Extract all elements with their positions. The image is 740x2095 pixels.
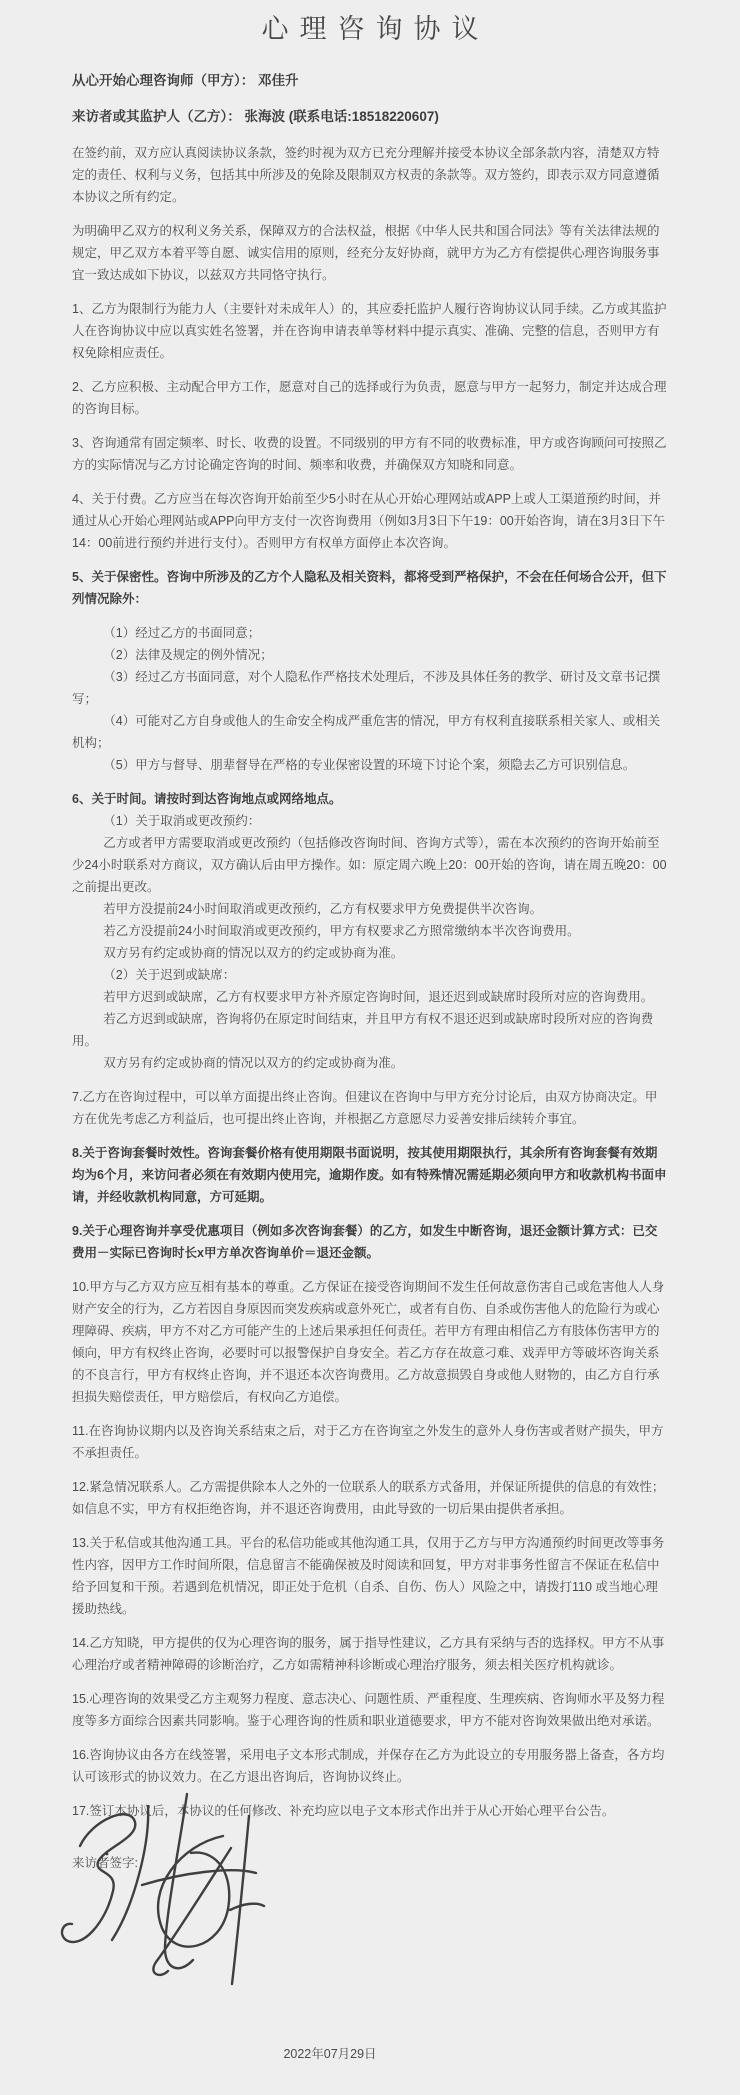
signature-area (50, 1788, 280, 2003)
clause-15: 15.心理咨询的效果受乙方主观努力程度、意志决心、问题性质、严重程度、生理疾病、咨询师水平及努力程度等多方面综合因素共同影响。鉴于心理咨询的性质和职业道德要求，甲方不能对咨询效果做出绝对承诺。 (72, 1692, 665, 1728)
clause-5-item-3: （3）经过乙方书面同意，对个人隐私作严格技术处理后，不涉及具体任务的教学、研讨及文章书记撰写； (72, 670, 661, 706)
clause-6-2-line-2: 若乙方迟到或缺席，咨询将仍在原定时间结束，并且甲方有权不退还迟到或缺席时段所对应的咨询费用。 (72, 1012, 654, 1048)
clause-6-2-line-1: 若甲方迟到或缺席，乙方有权要求甲方补齐原定咨询时间，退还迟到或缺席时段所对应的咨询费用。 (103, 990, 654, 1004)
page-title: 心理咨询协议 (261, 14, 490, 44)
clause-6-2-line-3: 双方另有约定或协商的情况以双方的约定或协商为准。 (103, 1056, 404, 1070)
preamble-1: 在签约前，双方应认真阅读协议条款，签约时视为双方已充分理解并接受本协议全部条款内容，清楚双方特定的责任、权利与义务，包括其中所涉及的免除及限制双方权责的条款等。双方签约，即表示双方同意遵循本协议之所有约定。 (72, 146, 660, 204)
clause-5: 5、关于保密性。咨询中所涉及的乙方个人隐私及相关资料，都将受到严格保护，不会在任何场合公开，但下列情况除外： (72, 570, 667, 606)
clause-8: 8.关于咨询套餐时效性。咨询套餐价格有使用期限书面说明，按其使用期限执行，其余所有咨询套餐有效期均为6个月，来访问者必须在有效期内使用完，逾期作废。如有特殊情况需延期必须向甲方和收款机构书面申请，并经收款机构同意，方可延期。 (72, 1146, 667, 1204)
clause-6-1-line-4: 双方另有约定或协商的情况以双方的约定或协商为准。 (103, 946, 404, 960)
clause-6-1-title: （1）关于取消或更改预约： (103, 814, 261, 828)
clause-5-item-5: （5）甲方与督导、朋辈督导在严格的专业保密设置的环境下讨论个案，须隐去乙方可识别信息。 (103, 758, 636, 772)
clause-14: 14.乙方知晓，甲方提供的仅为心理咨询的服务，属于指导性建议，乙方具有采纳与否的选择权。甲方不从事心理治疗或者精神障碍的诊断治疗，乙方如需精神科诊断或心理治疗服务，须去相关医疗机构就诊。 (72, 1636, 665, 1672)
clause-13: 13.关于私信或其他沟通工具。平台的私信功能或其他沟通工具，仅用于乙方与甲方沟通预约时间更改等事务性内容，因甲方工作时间所限，信息留言不能确保被及时阅读和回复，甲方对非事务性留言不保证在私信中给予回复和干预。若遇到危机情况，即正处于危机（自杀、自伤、伤人）风险之中，请拨打110 或当地心理援助热线。 (72, 1536, 665, 1616)
clause-11: 11.在咨询协议期内以及咨询关系结束之后，对于乙方在咨询室之外发生的意外人身伤害或者财产损失，甲方不承担责任。 (72, 1424, 664, 1460)
clause-6-1-line-2: 若甲方没提前24小时间取消或更改预约，乙方有权要求甲方免费提供半次咨询。 (103, 902, 543, 916)
clause-6-1-line-3: 若乙方没提前24小时间取消或更改预约，甲方有权要求乙方照常缴纳本半次咨询费用。 (103, 924, 580, 938)
clause-9: 9.关于心理咨询并享受优惠项目（例如多次咨询套餐）的乙方，如发生中断咨询，退还金额计算方式：已交费用－实际已咨询时长x甲方单次咨询单价＝退还金额。 (72, 1224, 658, 1260)
preamble-2: 为明确甲乙双方的权利义务关系，保障双方的合法权益，根据《中华人民共和国合同法》等有关法律法规的规定，甲乙双方本着平等自愿、诚实信用的原则，经充分友好协商，就甲方为乙方有偿提供心理咨询服务事宜一致达成如下协议，以兹双方共同恪守执行。 (72, 224, 660, 282)
clause-6-2-title: （2）关于迟到或缺席： (103, 968, 236, 982)
clause-4: 4、关于付费。乙方应当在每次咨询开始前至少5小时在从心开始心理网站或APP上或人工渠道预约时间，并通过从心开始心理网站或APP向甲方支付一次咨询费用（例如3月3日下午19：00开始咨询，请在3月3日下午14：00前进行预约并进行支付）。否则甲方有权单方面停止本次咨询。 (72, 492, 666, 550)
clause-12: 12.紧急情况联系人。乙方需提供除本人之外的一位联系人的联系方式备用，并保证所提供的信息的有效性；如信息不实，甲方有权拒绝咨询，并不退还咨询费用，由此导致的一切后果由提供者承担。 (72, 1480, 665, 1516)
clause-3: 3、咨询通常有固定频率、时长、收费的设置。不同级别的甲方有不同的收费标准，甲方或咨询顾问可按照乙方的实际情况与乙方讨论确定咨询的时间、频率和收费，并确保双方知晓和同意。 (72, 436, 667, 472)
clause-5-item-1: （1）经过乙方的书面同意； (103, 626, 261, 640)
clause-5-item-4: （4）可能对乙方自身或他人的生命安全构成严重危害的情况，甲方有权利直接联系相关家人、或相关机构； (72, 714, 661, 750)
clause-6: 6、关于时间。请按时到达咨询地点或网络地点。 (72, 792, 342, 806)
party-a-line: 从心开始心理咨询师（甲方）： 邓佳升 (72, 73, 299, 88)
party-b-line: 来访者或其监护人（乙方）： 张海波 (联系电话:18518220607) (72, 109, 439, 124)
clause-2: 2、乙方应积极、主动配合甲方工作，愿意对自己的选择或行为负责，愿意与甲方一起努力，制定并达成合理的咨询目标。 (72, 380, 667, 416)
visitor-signature-label: 来访者签字: (72, 1856, 138, 1870)
clause-17: 17.签订本协议后，本协议的任何修改、补充均应以电子文本形式作出并于从心开始心理平台公告。 (72, 1804, 615, 1818)
clause-6-1-line-1: 乙方或者甲方需要取消或更改预约（包括修改咨询时间、咨询方式等），需在本次预约的咨询开始前至少24小时联系对方商议，双方确认后由甲方操作。如：原定周六晚上20：00开始的咨询，请在周五晚20：00之前提出更改。 (72, 836, 667, 894)
agreement-date: 2022年07月29日 (283, 2047, 377, 2061)
clause-16: 16.咨询协议由各方在线签署，采用电子文本形式制成，并保存在乙方为此设立的专用服务器上备查，各方均认可该形式的协议效力。在乙方退出咨询后，咨询协议终止。 (72, 1748, 665, 1784)
clause-7: 7.乙方在咨询过程中，可以单方面提出终止咨询。但建议在咨询中与甲方充分讨论后，由双方协商决定。甲方在优先考虑乙方利益后，也可提出终止咨询，并根据乙方意愿尽力妥善安排后续转介事宜。 (72, 1090, 658, 1126)
clause-5-item-2: （2）法律及规定的例外情况； (103, 648, 273, 662)
clause-10: 10.甲方与乙方双方应互相有基本的尊重。乙方保证在接受咨询期间不发生任何故意伤害自己或危害他人人身财产安全的行为，乙方若因自身原因而突发疾病或意外死亡，或者有自伤、自杀或伤害他人的危险行为或心理障碍、疾病，甲方不对乙方可能产生的上述后果承担任何责任。若甲方有理由相信乙方有肢体伤害甲方的倾向，甲方有权终止咨询，必要时可以报警保护自身安全。若乙方存在故意刁难、戏弄甲方等破坏咨询关系的不良言行，甲方有权终止咨询，并不退还本次咨询费用。乙方故意损毁自身或他人财物的，由乙方自行承担损失赔偿责任，甲方赔偿后，有权向乙方追偿。 (72, 1280, 665, 1404)
clause-1: 1、乙方为限制行为能力人（主要针对未成年人）的，其应委托监护人履行咨询协议认同手续。乙方或其监护人在咨询协议中应以真实姓名签署，并在咨询申请表单等材料中提示真实、准确、完整的信息，否则甲方有权免除相应责任。 (72, 302, 667, 360)
signature-scribble (50, 1788, 280, 2003)
